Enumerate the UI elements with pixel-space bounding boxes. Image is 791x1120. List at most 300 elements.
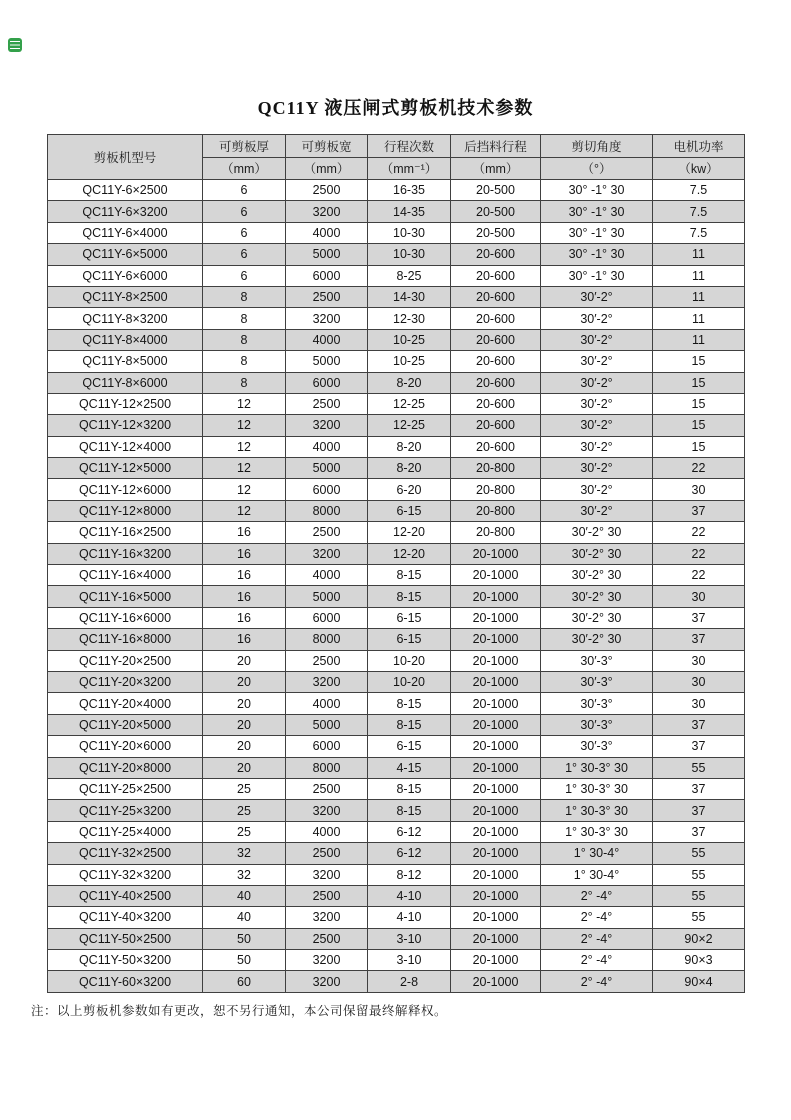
cell-angle: 30′-2° 30 <box>541 565 653 586</box>
cell-thickness: 12 <box>203 393 286 414</box>
col-unit-strokes: （mm⁻¹） <box>368 157 451 180</box>
cell-thickness: 12 <box>203 436 286 457</box>
cell-strokes: 6-15 <box>368 629 451 650</box>
cell-width: 5000 <box>286 244 368 265</box>
cell-thickness: 20 <box>203 714 286 735</box>
col-header-backgauge: 后挡料行程 <box>451 135 541 158</box>
cell-width: 3200 <box>286 971 368 992</box>
cell-width: 2500 <box>286 180 368 201</box>
cell-power: 7.5 <box>653 180 745 201</box>
cell-model: QC11Y-6×5000 <box>48 244 203 265</box>
table-row <box>48 543 745 564</box>
table-row <box>48 265 745 286</box>
cell-thickness: 25 <box>203 800 286 821</box>
cell-strokes: 8-15 <box>368 565 451 586</box>
cell-model: QC11Y-25×2500 <box>48 778 203 799</box>
cell-thickness: 12 <box>203 500 286 521</box>
cell-backgauge: 20-600 <box>451 372 541 393</box>
table-row <box>48 714 745 735</box>
cell-width: 3200 <box>286 864 368 885</box>
table-row <box>48 650 745 671</box>
cell-thickness: 60 <box>203 971 286 992</box>
cell-power: 7.5 <box>653 222 745 243</box>
cell-width: 8000 <box>286 757 368 778</box>
cell-angle: 30′-2° <box>541 329 653 350</box>
cell-width: 8000 <box>286 629 368 650</box>
cell-width: 6000 <box>286 607 368 628</box>
cell-width: 5000 <box>286 714 368 735</box>
cell-strokes: 8-15 <box>368 714 451 735</box>
cell-strokes: 8-15 <box>368 800 451 821</box>
cell-angle: 30° -1° 30 <box>541 265 653 286</box>
cell-model: QC11Y-6×2500 <box>48 180 203 201</box>
table-row <box>48 971 745 992</box>
col-header-strokes: 行程次数 <box>368 135 451 158</box>
cell-width: 3200 <box>286 543 368 564</box>
cell-model: QC11Y-20×3200 <box>48 671 203 692</box>
cell-strokes: 14-30 <box>368 286 451 307</box>
cell-power: 30 <box>653 479 745 500</box>
table-row <box>48 778 745 799</box>
spec-table <box>47 134 745 993</box>
cell-power: 11 <box>653 265 745 286</box>
cell-width: 4000 <box>286 222 368 243</box>
table-row <box>48 308 745 329</box>
cell-backgauge: 20-1000 <box>451 629 541 650</box>
cell-backgauge: 20-600 <box>451 329 541 350</box>
cell-power: 7.5 <box>653 201 745 222</box>
cell-angle: 30° -1° 30 <box>541 180 653 201</box>
cell-model: QC11Y-12×3200 <box>48 415 203 436</box>
cell-angle: 30′-2° <box>541 351 653 372</box>
cell-power: 15 <box>653 351 745 372</box>
cell-strokes: 4-10 <box>368 907 451 928</box>
footnote: 注：以上剪板机参数如有更改，恕不另行通知，本公司保留最终解释权。 <box>31 1004 448 1018</box>
cell-backgauge: 20-600 <box>451 351 541 372</box>
cell-thickness: 6 <box>203 201 286 222</box>
col-header-power: 电机功率 <box>653 135 745 158</box>
cell-angle: 1° 30-3° 30 <box>541 778 653 799</box>
cell-power: 15 <box>653 372 745 393</box>
cell-width: 2500 <box>286 393 368 414</box>
cell-angle: 30′-2° <box>541 436 653 457</box>
cell-power: 37 <box>653 736 745 757</box>
cell-backgauge: 20-600 <box>451 286 541 307</box>
col-unit-power: （kw） <box>653 157 745 180</box>
cell-strokes: 6-15 <box>368 736 451 757</box>
cell-thickness: 25 <box>203 778 286 799</box>
cell-angle: 1° 30-4° <box>541 864 653 885</box>
table-row <box>48 244 745 265</box>
cell-backgauge: 20-1000 <box>451 928 541 949</box>
cell-width: 3200 <box>286 907 368 928</box>
cell-width: 2500 <box>286 650 368 671</box>
cell-strokes: 4-10 <box>368 885 451 906</box>
cell-strokes: 8-15 <box>368 778 451 799</box>
table-row <box>48 864 745 885</box>
cell-strokes: 10-30 <box>368 222 451 243</box>
cell-angle: 30′-3° <box>541 671 653 692</box>
cell-strokes: 10-30 <box>368 244 451 265</box>
cell-backgauge: 20-1000 <box>451 607 541 628</box>
cell-thickness: 40 <box>203 885 286 906</box>
cell-angle: 30′-3° <box>541 650 653 671</box>
cell-thickness: 8 <box>203 308 286 329</box>
cell-thickness: 16 <box>203 543 286 564</box>
cell-width: 3200 <box>286 201 368 222</box>
cell-thickness: 32 <box>203 843 286 864</box>
cell-thickness: 16 <box>203 629 286 650</box>
cell-power: 37 <box>653 500 745 521</box>
cell-angle: 30′-2° <box>541 415 653 436</box>
cell-width: 3200 <box>286 800 368 821</box>
cell-model: QC11Y-16×8000 <box>48 629 203 650</box>
cell-angle: 30′-2° <box>541 393 653 414</box>
table-row <box>48 843 745 864</box>
cell-width: 4000 <box>286 821 368 842</box>
cell-model: QC11Y-12×6000 <box>48 479 203 500</box>
cell-angle: 30′-3° <box>541 714 653 735</box>
cell-backgauge: 20-800 <box>451 522 541 543</box>
cell-angle: 1° 30-3° 30 <box>541 821 653 842</box>
table-row <box>48 458 745 479</box>
cell-thickness: 6 <box>203 180 286 201</box>
cell-backgauge: 20-500 <box>451 222 541 243</box>
cell-power: 15 <box>653 436 745 457</box>
cell-backgauge: 20-1000 <box>451 864 541 885</box>
cell-width: 3200 <box>286 950 368 971</box>
cell-strokes: 12-30 <box>368 308 451 329</box>
cell-backgauge: 20-600 <box>451 244 541 265</box>
cell-width: 4000 <box>286 436 368 457</box>
cell-strokes: 16-35 <box>368 180 451 201</box>
cell-model: QC11Y-8×3200 <box>48 308 203 329</box>
cell-thickness: 50 <box>203 950 286 971</box>
cell-model: QC11Y-8×6000 <box>48 372 203 393</box>
cell-backgauge: 20-1000 <box>451 821 541 842</box>
cell-width: 8000 <box>286 500 368 521</box>
spec-table-body <box>48 180 745 993</box>
cell-power: 37 <box>653 714 745 735</box>
cell-backgauge: 20-1000 <box>451 843 541 864</box>
cell-model: QC11Y-32×3200 <box>48 864 203 885</box>
cell-strokes: 8-20 <box>368 372 451 393</box>
table-row <box>48 522 745 543</box>
spec-table-head <box>48 135 745 180</box>
cell-width: 3200 <box>286 415 368 436</box>
table-row <box>48 222 745 243</box>
cell-model: QC11Y-12×4000 <box>48 436 203 457</box>
cell-strokes: 6-12 <box>368 843 451 864</box>
col-header-thickness: 可剪板厚 <box>203 135 286 158</box>
cell-backgauge: 20-800 <box>451 500 541 521</box>
table-row <box>48 950 745 971</box>
cell-model: QC11Y-20×5000 <box>48 714 203 735</box>
page-title: QC11Y 液压闸式剪板机技术参数 <box>257 98 534 118</box>
cell-width: 3200 <box>286 671 368 692</box>
col-header-angle: 剪切角度 <box>541 135 653 158</box>
cell-thickness: 8 <box>203 372 286 393</box>
cell-thickness: 16 <box>203 607 286 628</box>
cell-strokes: 10-25 <box>368 329 451 350</box>
cell-thickness: 25 <box>203 821 286 842</box>
cell-thickness: 6 <box>203 222 286 243</box>
cell-backgauge: 20-1000 <box>451 650 541 671</box>
cell-angle: 30° -1° 30 <box>541 244 653 265</box>
cell-power: 90×4 <box>653 971 745 992</box>
cell-thickness: 50 <box>203 928 286 949</box>
cell-angle: 30′-3° <box>541 693 653 714</box>
cell-model: QC11Y-50×2500 <box>48 928 203 949</box>
cell-backgauge: 20-500 <box>451 180 541 201</box>
cell-width: 2500 <box>286 885 368 906</box>
cell-strokes: 12-20 <box>368 522 451 543</box>
cell-angle: 30′-2° 30 <box>541 586 653 607</box>
cell-thickness: 8 <box>203 286 286 307</box>
cell-strokes: 3-10 <box>368 928 451 949</box>
cell-angle: 30° -1° 30 <box>541 201 653 222</box>
table-row <box>48 586 745 607</box>
table-row <box>48 907 745 928</box>
cell-backgauge: 20-600 <box>451 308 541 329</box>
cell-thickness: 6 <box>203 244 286 265</box>
cell-thickness: 8 <box>203 329 286 350</box>
cell-angle: 30′-2° 30 <box>541 522 653 543</box>
cell-angle: 30′-2° <box>541 479 653 500</box>
cell-angle: 30′-2° 30 <box>541 629 653 650</box>
cell-power: 30 <box>653 650 745 671</box>
cell-power: 22 <box>653 522 745 543</box>
cell-angle: 30′-2° <box>541 458 653 479</box>
cell-backgauge: 20-1000 <box>451 800 541 821</box>
cell-model: QC11Y-6×6000 <box>48 265 203 286</box>
cell-angle: 2° -4° <box>541 928 653 949</box>
cell-angle: 2° -4° <box>541 885 653 906</box>
table-row <box>48 500 745 521</box>
cell-angle: 30° -1° 30 <box>541 222 653 243</box>
table-row <box>48 372 745 393</box>
green-list-marker-icon <box>8 38 22 52</box>
cell-power: 90×3 <box>653 950 745 971</box>
cell-backgauge: 20-1000 <box>451 565 541 586</box>
table-row <box>48 629 745 650</box>
cell-strokes: 8-15 <box>368 693 451 714</box>
table-row <box>48 436 745 457</box>
cell-width: 6000 <box>286 372 368 393</box>
cell-backgauge: 20-600 <box>451 393 541 414</box>
cell-backgauge: 20-1000 <box>451 778 541 799</box>
cell-model: QC11Y-16×6000 <box>48 607 203 628</box>
cell-model: QC11Y-40×2500 <box>48 885 203 906</box>
cell-model: QC11Y-20×2500 <box>48 650 203 671</box>
cell-thickness: 16 <box>203 522 286 543</box>
cell-power: 15 <box>653 393 745 414</box>
cell-thickness: 20 <box>203 736 286 757</box>
table-row <box>48 180 745 201</box>
table-row <box>48 736 745 757</box>
cell-strokes: 14-35 <box>368 201 451 222</box>
cell-angle: 30′-2° <box>541 500 653 521</box>
cell-width: 2500 <box>286 843 368 864</box>
cell-angle: 1° 30-4° <box>541 843 653 864</box>
cell-power: 55 <box>653 885 745 906</box>
cell-width: 6000 <box>286 479 368 500</box>
cell-power: 11 <box>653 308 745 329</box>
cell-angle: 2° -4° <box>541 971 653 992</box>
table-row <box>48 351 745 372</box>
cell-model: QC11Y-8×5000 <box>48 351 203 372</box>
cell-model: QC11Y-20×6000 <box>48 736 203 757</box>
cell-model: QC11Y-25×3200 <box>48 800 203 821</box>
cell-power: 30 <box>653 586 745 607</box>
table-row <box>48 693 745 714</box>
col-unit-width: （mm） <box>286 157 368 180</box>
cell-power: 37 <box>653 629 745 650</box>
cell-strokes: 6-12 <box>368 821 451 842</box>
table-row <box>48 607 745 628</box>
table-row <box>48 415 745 436</box>
cell-backgauge: 20-1000 <box>451 950 541 971</box>
cell-angle: 30′-2° <box>541 308 653 329</box>
cell-thickness: 20 <box>203 671 286 692</box>
col-unit-thickness: （mm） <box>203 157 286 180</box>
table-row <box>48 885 745 906</box>
cell-strokes: 4-15 <box>368 757 451 778</box>
cell-strokes: 8-20 <box>368 436 451 457</box>
cell-model: QC11Y-60×3200 <box>48 971 203 992</box>
cell-power: 15 <box>653 415 745 436</box>
cell-power: 55 <box>653 864 745 885</box>
table-row <box>48 928 745 949</box>
cell-backgauge: 20-1000 <box>451 971 541 992</box>
cell-angle: 30′-3° <box>541 736 653 757</box>
cell-thickness: 12 <box>203 479 286 500</box>
cell-backgauge: 20-1000 <box>451 907 541 928</box>
cell-power: 11 <box>653 244 745 265</box>
cell-power: 90×2 <box>653 928 745 949</box>
cell-thickness: 8 <box>203 351 286 372</box>
cell-model: QC11Y-8×4000 <box>48 329 203 350</box>
cell-thickness: 12 <box>203 458 286 479</box>
cell-backgauge: 20-600 <box>451 436 541 457</box>
cell-power: 30 <box>653 671 745 692</box>
cell-angle: 30′-2° <box>541 286 653 307</box>
table-row <box>48 479 745 500</box>
cell-strokes: 6-20 <box>368 479 451 500</box>
cell-width: 4000 <box>286 693 368 714</box>
cell-thickness: 12 <box>203 415 286 436</box>
cell-thickness: 6 <box>203 265 286 286</box>
cell-thickness: 20 <box>203 693 286 714</box>
cell-angle: 1° 30-3° 30 <box>541 757 653 778</box>
table-row <box>48 393 745 414</box>
cell-strokes: 12-25 <box>368 415 451 436</box>
cell-backgauge: 20-800 <box>451 458 541 479</box>
cell-backgauge: 20-600 <box>451 265 541 286</box>
cell-model: QC11Y-32×2500 <box>48 843 203 864</box>
cell-power: 11 <box>653 286 745 307</box>
cell-power: 22 <box>653 565 745 586</box>
cell-strokes: 10-25 <box>368 351 451 372</box>
cell-width: 2500 <box>286 928 368 949</box>
cell-angle: 30′-2° 30 <box>541 607 653 628</box>
table-row <box>48 671 745 692</box>
col-unit-backgauge: （mm） <box>451 157 541 180</box>
cell-model: QC11Y-6×3200 <box>48 201 203 222</box>
cell-width: 2500 <box>286 522 368 543</box>
cell-width: 5000 <box>286 458 368 479</box>
cell-thickness: 16 <box>203 586 286 607</box>
cell-strokes: 8-15 <box>368 586 451 607</box>
cell-strokes: 8-20 <box>368 458 451 479</box>
cell-model: QC11Y-50×3200 <box>48 950 203 971</box>
cell-backgauge: 20-800 <box>451 479 541 500</box>
cell-power: 11 <box>653 329 745 350</box>
cell-backgauge: 20-1000 <box>451 671 541 692</box>
cell-strokes: 12-20 <box>368 543 451 564</box>
cell-width: 6000 <box>286 736 368 757</box>
cell-power: 37 <box>653 607 745 628</box>
cell-strokes: 8-25 <box>368 265 451 286</box>
cell-thickness: 20 <box>203 650 286 671</box>
cell-power: 37 <box>653 821 745 842</box>
cell-backgauge: 20-1000 <box>451 885 541 906</box>
table-row <box>48 821 745 842</box>
table-row <box>48 757 745 778</box>
cell-backgauge: 20-1000 <box>451 714 541 735</box>
cell-power: 22 <box>653 543 745 564</box>
cell-width: 4000 <box>286 565 368 586</box>
cell-width: 3200 <box>286 308 368 329</box>
cell-power: 22 <box>653 458 745 479</box>
cell-thickness: 40 <box>203 907 286 928</box>
cell-model: QC11Y-40×3200 <box>48 907 203 928</box>
cell-backgauge: 20-1000 <box>451 543 541 564</box>
cell-backgauge: 20-1000 <box>451 586 541 607</box>
cell-backgauge: 20-600 <box>451 415 541 436</box>
cell-backgauge: 20-1000 <box>451 757 541 778</box>
cell-power: 37 <box>653 778 745 799</box>
cell-thickness: 32 <box>203 864 286 885</box>
cell-model: QC11Y-12×2500 <box>48 393 203 414</box>
cell-strokes: 8-12 <box>368 864 451 885</box>
cell-model: QC11Y-16×4000 <box>48 565 203 586</box>
cell-angle: 2° -4° <box>541 907 653 928</box>
cell-model: QC11Y-6×4000 <box>48 222 203 243</box>
cell-power: 30 <box>653 693 745 714</box>
cell-angle: 1° 30-3° 30 <box>541 800 653 821</box>
cell-strokes: 2-8 <box>368 971 451 992</box>
cell-model: QC11Y-12×8000 <box>48 500 203 521</box>
cell-strokes: 6-15 <box>368 607 451 628</box>
cell-backgauge: 20-500 <box>451 201 541 222</box>
cell-width: 5000 <box>286 351 368 372</box>
cell-power: 37 <box>653 800 745 821</box>
cell-model: QC11Y-20×8000 <box>48 757 203 778</box>
cell-backgauge: 20-1000 <box>451 736 541 757</box>
cell-model: QC11Y-16×3200 <box>48 543 203 564</box>
cell-model: QC11Y-16×5000 <box>48 586 203 607</box>
cell-backgauge: 20-1000 <box>451 693 541 714</box>
cell-strokes: 10-20 <box>368 650 451 671</box>
cell-model: QC11Y-25×4000 <box>48 821 203 842</box>
cell-model: QC11Y-20×4000 <box>48 693 203 714</box>
table-row <box>48 800 745 821</box>
table-row <box>48 286 745 307</box>
table-row <box>48 329 745 350</box>
cell-strokes: 10-20 <box>368 671 451 692</box>
cell-thickness: 20 <box>203 757 286 778</box>
